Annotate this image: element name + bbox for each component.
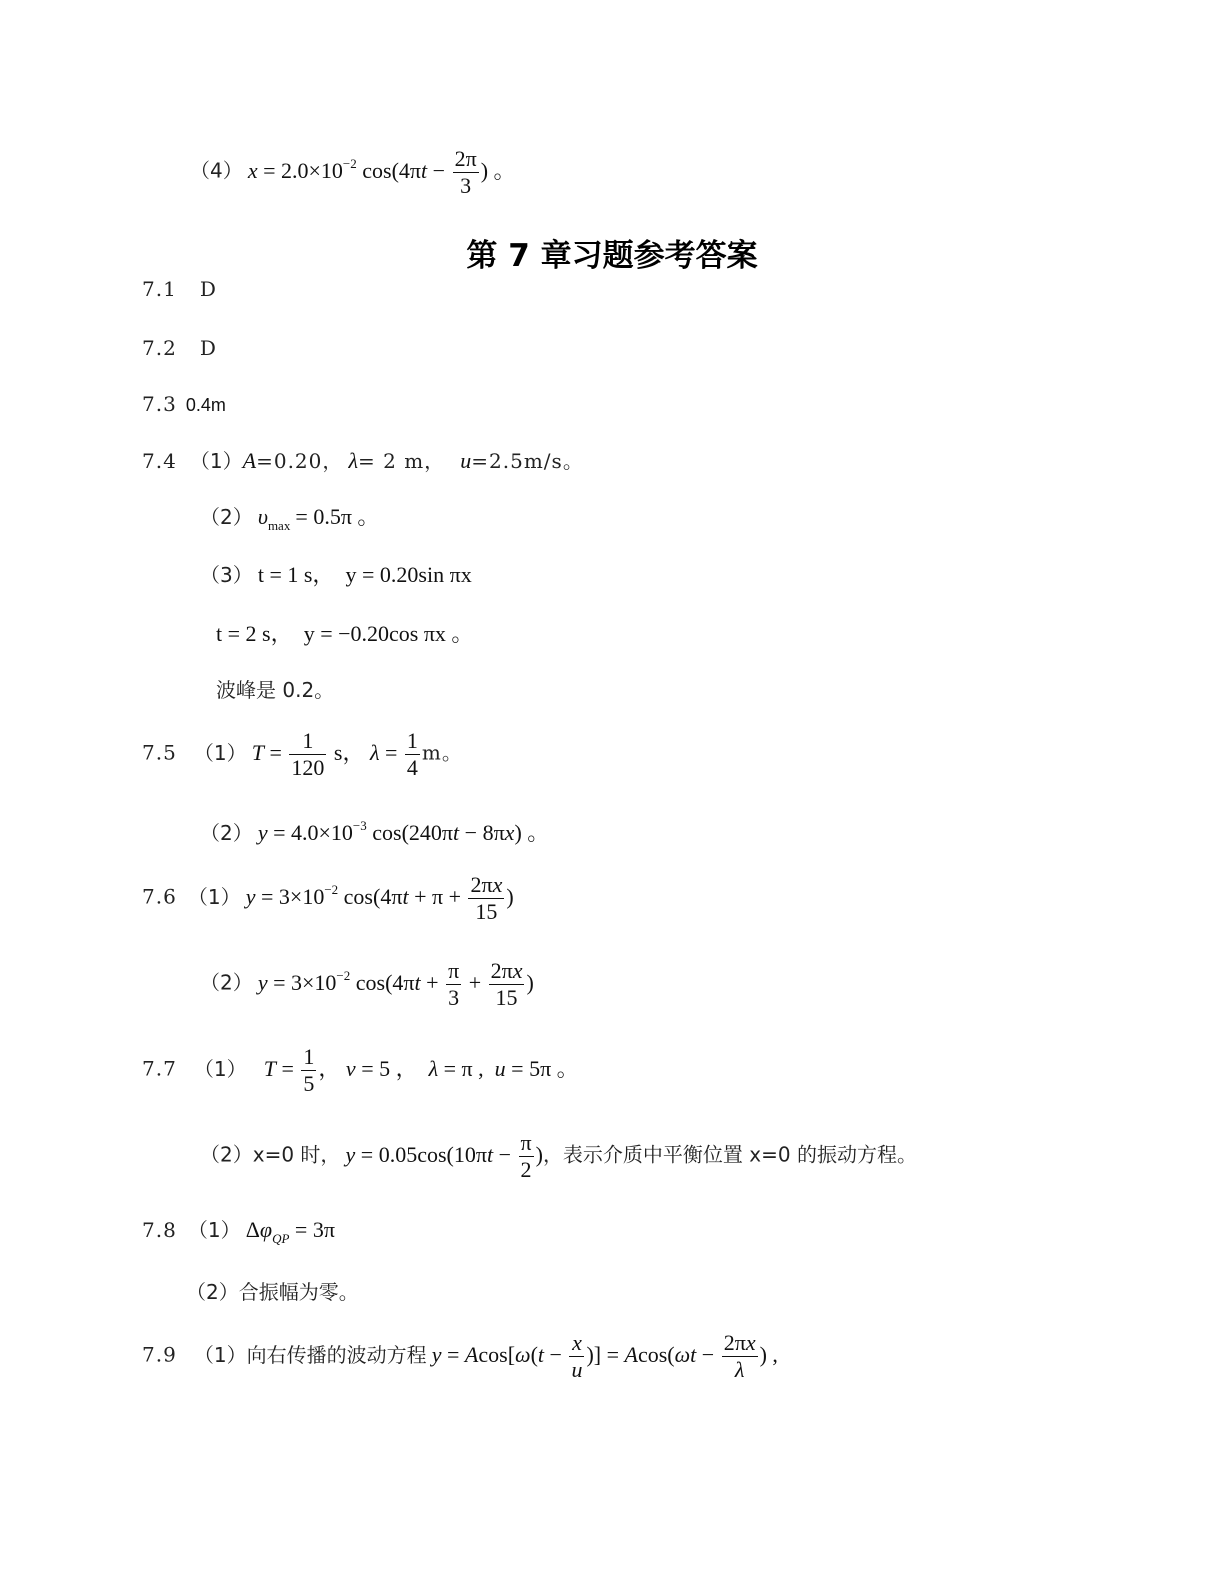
answer-7-4-note: 波峰是 0.2。 xyxy=(216,678,335,702)
prev-item-4: （4） $x = 2.0\times 10^{-2}$ cos(4πt − $\frac{2\pi}{3}$ ) 。 xyxy=(190,146,516,198)
answer-7-5-part-2: （2） $y = 4.0\times 10^{-3}$ cos(240πt − 8πx) 。 xyxy=(200,818,550,845)
answer-7-4-part-1: 7.4 （1）A=0.20， λ= 2 m， u=2.5m/s。 xyxy=(142,448,584,473)
answer-7-8-part-1: 7.8 （1） $\Delta\varphi_{QP} = 3\pi$ xyxy=(142,1217,335,1246)
prev-item-4-formula: $x = 2.0\times 10^{-2}$ cos(4πt − $\frac{2\pi}{3}$ ) 。 xyxy=(247,146,516,198)
answer-7-3: 7.3 0.4m xyxy=(142,392,226,416)
answer-7-5-part-1: 7.5 （1） T = $\frac{1}{120}$ s， λ = $\frac{1}{4}$ m。 xyxy=(142,728,463,780)
answer-7-9-part-1: 7.9 （1）向右传播的波动方程 y = Acos[ω(t − $\frac{x}{u}$ )] = Acos(ωt − $\frac{2\pi x}{\lambda}$ ) , xyxy=(142,1330,778,1382)
answer-7-6-part-2: （2） $y = 3\times 10^{-2}$ cos(4πt + $\frac{\pi}{3}$ + $\frac{2\pi x}{15}$ ) xyxy=(200,958,534,1010)
answer-7-7-part-2: （2）x=0 时， y = 0.05cos(10πt − $\frac{\pi}{2}$ )，表示介质中平衡位置 x=0 的振动方程。 xyxy=(200,1130,917,1182)
answer-7-1: 7.1 D xyxy=(142,277,217,301)
answer-7-6-part-1: 7.6 （1） $y = 3\times 10^{-2}$ cos(4πt + π + $\frac{2\pi x}{15}$ ) xyxy=(142,872,514,924)
answer-7-4-part-3b: t = 2 s， y = −0.20cos πx 。 xyxy=(216,621,474,646)
answer-7-2: 7.2 D xyxy=(142,336,217,360)
answer-7-7-part-1: 7.7 （1） T = $\frac{1}{5}$ ， ν = 5 ， λ = π , u = 5π 。 xyxy=(142,1044,579,1096)
answer-7-8-part-2: （2）合振幅为零。 xyxy=(186,1280,359,1304)
chapter-title: 第 7 章习题参考答案 xyxy=(466,238,758,274)
answer-7-4-part-2: （2） $\upsilon_{max} = 0.5\pi$ 。 xyxy=(200,504,380,533)
answer-7-4-part-3: （3） t = 1 s， y = 0.20sin πx xyxy=(200,562,472,587)
